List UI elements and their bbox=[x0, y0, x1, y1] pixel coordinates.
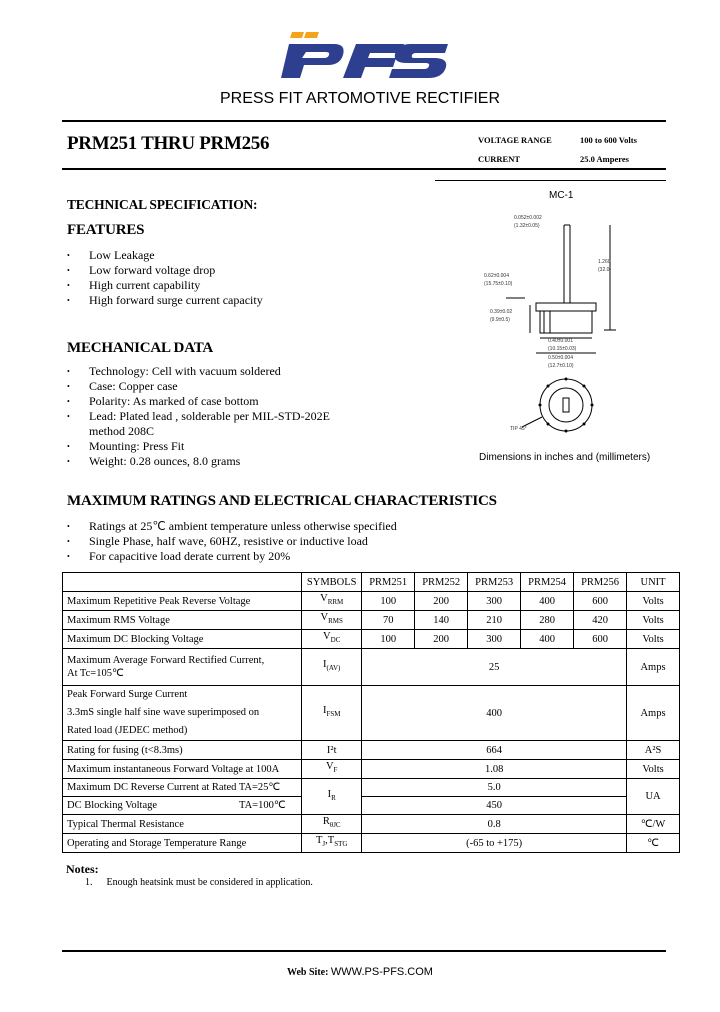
table-row bbox=[63, 686, 680, 741]
symbol: T bbox=[315, 835, 323, 847]
dim-text: (1.32±0.05) bbox=[514, 223, 540, 229]
table-row bbox=[63, 779, 680, 797]
dim-text: (12.7±0.10) bbox=[548, 363, 574, 369]
param-cell: Rating for fusing (t<8.3ms) bbox=[63, 741, 302, 760]
symbol-cell bbox=[302, 760, 362, 779]
value-cell: 100 bbox=[362, 630, 415, 649]
unit-cell: Volts bbox=[627, 760, 680, 779]
dim-text: 0.052±0.002 bbox=[514, 215, 542, 221]
value-cell: 280 bbox=[521, 611, 574, 630]
table-header-row bbox=[63, 573, 680, 592]
list-item: • Low Leakage bbox=[67, 248, 263, 263]
symbol-sub: θJC bbox=[329, 821, 341, 830]
symbol: V bbox=[320, 593, 328, 605]
note-number: 1. bbox=[85, 877, 93, 888]
symbol-sub: DC bbox=[330, 636, 341, 645]
package-label: MC-1 bbox=[549, 190, 574, 201]
value-cell: (-65 to +175) bbox=[362, 834, 627, 853]
param-cell: Maximum RMS Voltage bbox=[63, 611, 302, 630]
list-item: • High forward surge current capacity bbox=[67, 293, 263, 308]
ratings-table bbox=[62, 572, 680, 853]
dim-text: (9.9±0.5) bbox=[490, 317, 510, 323]
unit-cell: Volts bbox=[627, 592, 680, 611]
list-item: • Technology: Cell with vacuum soldered bbox=[67, 364, 330, 379]
param-cell: Operating and Storage Temperature Range bbox=[63, 834, 302, 853]
footer bbox=[0, 966, 720, 978]
technical-spec-heading: TECHNICAL SPECIFICATION: bbox=[67, 197, 258, 212]
symbol-cell bbox=[302, 834, 362, 853]
param-line: At Tc=105℃ bbox=[67, 668, 124, 679]
value-cell: 300 bbox=[468, 630, 521, 649]
table-row bbox=[63, 649, 680, 686]
symbol-sub: STG bbox=[334, 840, 348, 849]
table-row bbox=[63, 834, 680, 853]
symbol-cell bbox=[302, 815, 362, 834]
table-header: PRM254 bbox=[521, 573, 574, 592]
value-cell: 210 bbox=[468, 611, 521, 630]
symbol-cell bbox=[302, 779, 362, 815]
symbol-sub: FSM bbox=[326, 710, 341, 719]
table-cell bbox=[63, 573, 302, 592]
table-row bbox=[63, 741, 680, 760]
package-diagram bbox=[470, 205, 640, 445]
dim-text: 0.50±0.004 bbox=[548, 355, 573, 361]
value-cell: 5.0 bbox=[362, 779, 627, 797]
list-item-continuation: method 208C bbox=[89, 424, 154, 438]
symbol: V bbox=[325, 761, 334, 773]
param-cell: Maximum instantaneous Forward Voltage at 100A bbox=[63, 760, 302, 779]
param-text: DC Blocking Voltage bbox=[67, 800, 158, 811]
table-header: PRM251 bbox=[362, 573, 415, 592]
param-line: 3.3mS single half sine wave superimposed on bbox=[67, 707, 260, 718]
value-cell: 1.08 bbox=[362, 760, 627, 779]
list-item: • Polarity: As marked of case bottom bbox=[67, 394, 330, 409]
notes-heading: Notes: bbox=[66, 862, 99, 876]
divider bbox=[62, 168, 666, 170]
unit-cell: ℃ bbox=[627, 834, 680, 853]
unit-cell: Amps bbox=[627, 686, 680, 741]
dim-text: 1.260 bbox=[598, 259, 611, 265]
voltage-label: VOLTAGE RANGE bbox=[478, 135, 552, 145]
list-item: • Low forward voltage drop bbox=[67, 263, 263, 278]
unit-cell: Volts bbox=[627, 630, 680, 649]
unit-cell: UA bbox=[627, 779, 680, 815]
symbol-sub: J bbox=[322, 840, 326, 849]
list-item: • Weight: 0.28 ounces, 8.0 grams bbox=[67, 454, 330, 469]
value-cell: 400 bbox=[362, 686, 627, 741]
table-row bbox=[63, 630, 680, 649]
unit-cell: A²S bbox=[627, 741, 680, 760]
document-title: PRESS FIT ARTOMOTIVE RECTIFIER bbox=[219, 90, 501, 107]
table-header: PRM253 bbox=[468, 573, 521, 592]
list-item: • Ratings at 25℃ ambient temperature unless otherwise specified bbox=[67, 519, 397, 534]
param-line: Peak Forward Surge Current bbox=[67, 689, 188, 700]
footer-label: Web Site: bbox=[287, 967, 329, 978]
param-cell: Maximum DC Reverse Current at Rated TA=25℃ bbox=[63, 779, 302, 797]
value-cell: 200 bbox=[415, 592, 468, 611]
value-cell: 600 bbox=[574, 592, 627, 611]
dim-text: 0.40±0.001 bbox=[548, 338, 573, 344]
symbol-sub: F bbox=[333, 766, 338, 775]
table-header: UNIT bbox=[627, 573, 680, 592]
dim-text: (10.15±0.03) bbox=[548, 346, 577, 352]
current-label: CURRENT bbox=[478, 154, 521, 164]
param-cell bbox=[63, 649, 302, 686]
table-row bbox=[63, 611, 680, 630]
mechanical-list bbox=[67, 364, 330, 469]
pfs-logo bbox=[0, 22, 720, 80]
symbol: V bbox=[323, 631, 331, 643]
param-cell bbox=[63, 686, 302, 741]
symbol-sub: (AV) bbox=[326, 664, 341, 673]
unit-cell: Amps bbox=[627, 649, 680, 686]
dim-text: 0.62±0.004 bbox=[484, 273, 509, 279]
symbol-sub: RMS bbox=[328, 617, 343, 626]
dim-text: (15.75±0.10) bbox=[484, 281, 513, 287]
current-value: 25.0 Amperes bbox=[580, 154, 629, 164]
value-cell: 664 bbox=[362, 741, 627, 760]
symbol-cell bbox=[302, 611, 362, 630]
voltage-value: 100 to 600 Volts bbox=[580, 135, 637, 145]
ratings-heading: MAXIMUM RATINGS AND ELECTRICAL CHARACTERISTICS bbox=[67, 493, 497, 509]
table-header: PRM256 bbox=[574, 573, 627, 592]
value-cell: 0.8 bbox=[362, 815, 627, 834]
list-item: • Single Phase, half wave, 60HZ, resistive or inductive load bbox=[67, 534, 397, 549]
value-cell: 300 bbox=[468, 592, 521, 611]
list-item: • Lead: Plated lead , solderable per MIL-STD-202E bbox=[67, 409, 330, 424]
symbol-sub: R bbox=[331, 794, 336, 803]
table-row bbox=[63, 815, 680, 834]
value-cell: 400 bbox=[521, 592, 574, 611]
param-text: TA=100℃ bbox=[239, 800, 286, 811]
symbol-cell bbox=[302, 592, 362, 611]
symbol: I bbox=[323, 659, 327, 671]
value-cell: 600 bbox=[574, 630, 627, 649]
unit-cell: ℃/W bbox=[627, 815, 680, 834]
param-line: Rated load (JEDEC method) bbox=[67, 725, 188, 736]
symbol: ,T bbox=[325, 835, 335, 847]
param-cell: Maximum DC Blocking Voltage bbox=[63, 630, 302, 649]
value-cell: 200 bbox=[415, 630, 468, 649]
symbol-sub: RRM bbox=[327, 598, 344, 607]
param-cell: Maximum Repetitive Peak Reverse Voltage bbox=[63, 592, 302, 611]
dim-text: TIP 45° bbox=[510, 426, 527, 432]
note-item bbox=[85, 877, 313, 888]
table-header: PRM252 bbox=[415, 573, 468, 592]
list-item: • High current capability bbox=[67, 278, 263, 293]
list-item: • Case: Copper case bbox=[67, 379, 330, 394]
table-row bbox=[63, 760, 680, 779]
symbol-cell bbox=[302, 649, 362, 686]
value-cell: 420 bbox=[574, 611, 627, 630]
dim-text: 0.39±0.02 bbox=[490, 309, 513, 315]
symbol-cell bbox=[302, 630, 362, 649]
value-cell: 400 bbox=[521, 630, 574, 649]
symbol: I bbox=[327, 788, 332, 800]
param-line: Maximum Average Forward Rectified Current, bbox=[67, 655, 265, 666]
unit-cell: Volts bbox=[627, 611, 680, 630]
symbol: R bbox=[322, 816, 330, 828]
table-row bbox=[63, 592, 680, 611]
list-item: • For capacitive load derate current by 20% bbox=[67, 549, 397, 564]
note-text: Enough heatsink must be considered in application. bbox=[106, 877, 313, 888]
divider bbox=[435, 180, 666, 181]
value-cell: 450 bbox=[362, 797, 627, 815]
value-cell: 140 bbox=[415, 611, 468, 630]
param-cell bbox=[63, 797, 302, 815]
value-cell: 70 bbox=[362, 611, 415, 630]
ratings-notes bbox=[67, 519, 397, 564]
mechanical-heading: MECHANICAL DATA bbox=[67, 340, 214, 356]
features-heading: FEATURES bbox=[67, 222, 145, 238]
param-cell: Typical Thermal Resistance bbox=[63, 815, 302, 834]
symbol: V bbox=[320, 612, 329, 624]
symbol-cell: I²t bbox=[302, 741, 362, 760]
table-header: SYMBOLS bbox=[302, 573, 362, 592]
value-cell: 100 bbox=[362, 592, 415, 611]
symbol-cell bbox=[302, 686, 362, 741]
list-item: • Mounting: Press Fit bbox=[67, 439, 330, 454]
features-list bbox=[67, 248, 263, 308]
part-number: PRM251 THRU PRM256 bbox=[67, 133, 270, 154]
table-row bbox=[63, 797, 680, 815]
symbol: I bbox=[322, 705, 327, 717]
divider bbox=[62, 950, 666, 952]
value-cell: 25 bbox=[362, 649, 627, 686]
website-link[interactable]: WWW.PS-PFS.COM bbox=[330, 966, 433, 978]
divider bbox=[62, 120, 666, 122]
diagram-caption: Dimensions in inches and (millimeters) bbox=[479, 452, 651, 463]
dim-text: (32.0) bbox=[598, 267, 612, 273]
